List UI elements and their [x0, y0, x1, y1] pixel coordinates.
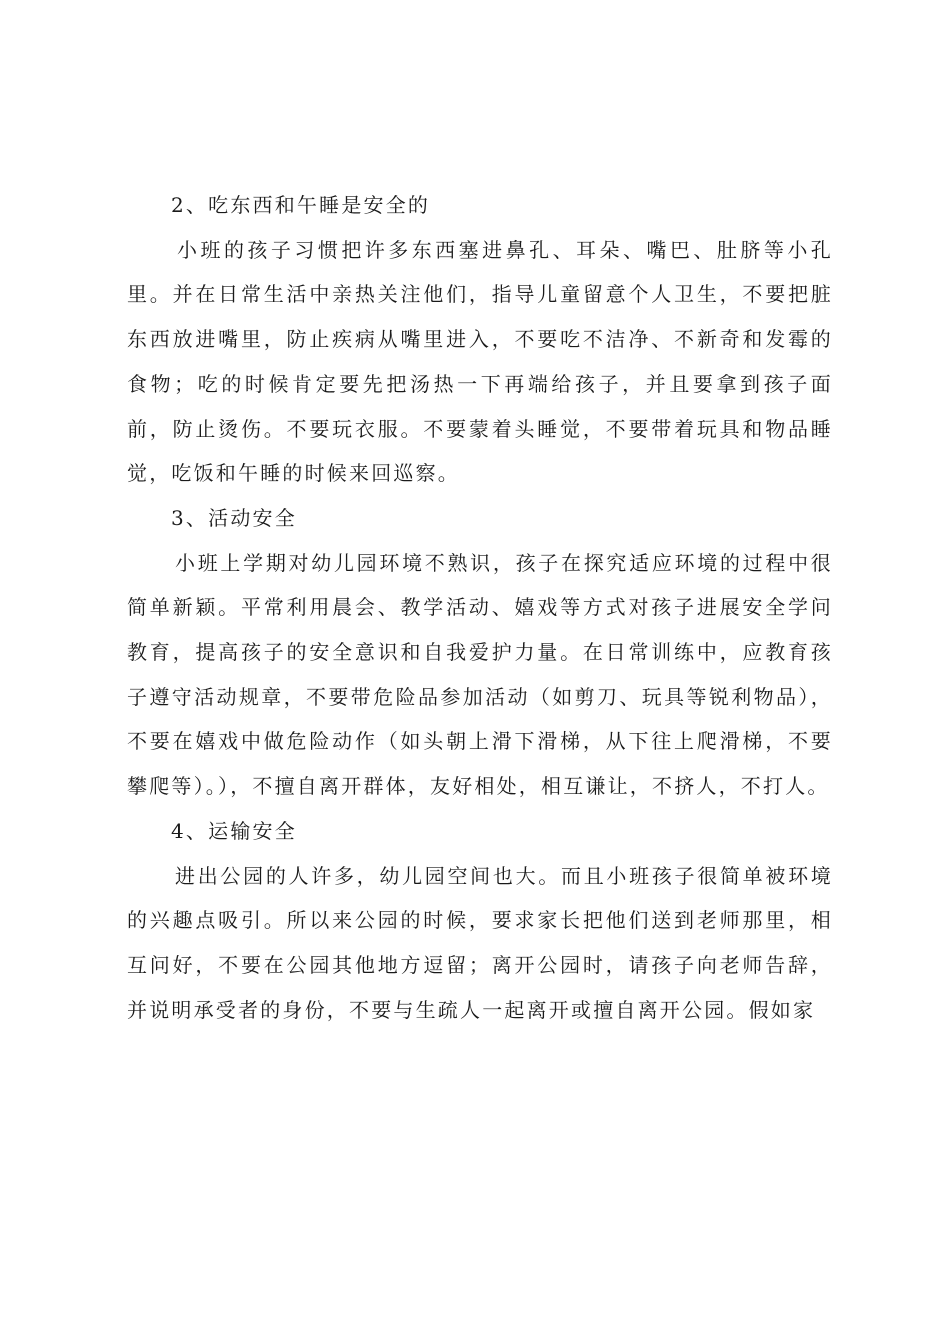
section-heading-2: 2、吃东西和午睡是安全的	[171, 193, 431, 217]
section-body-2: 小班的孩子习惯把许多东西塞进鼻孔、耳朵、嘴巴、肚脐等小孔里。并在日常生活中亲热关注他们，指导儿童留意个人卫生，不要把脏东西放进嘴里，防止疾病从嘴里进入，不要吃不洁净、不新奇和发霉的食物；吃的时候肯定要先把汤热一下再端给孩子，并且要拿到孩子面前，防止烫伤。不要玩衣服。不要蒙着头睡觉，不要带着玩具和物品睡觉，吃饭和午睡的时候来回巡察。	[127, 237, 833, 486]
section-heading-4: 4、运输安全	[171, 818, 297, 843]
section-body-4: 进出公园的人许多，幼儿园空间也大。而且小班孩子很简单被环境的兴趣点吸引。所以来公园的时候，要求家长把他们送到老师那里，相互问好，不要在公园其他地方逗留；离开公园时，请孩子向老师告辞，并说明承受者的身份，不要与生疏人一起离开或擅自离开公园。假如家	[127, 863, 833, 1022]
document-content	[127, 183, 833, 1032]
section-heading-3: 3、活动安全	[171, 505, 297, 530]
section-body-3: 小班上学期对幼儿园环境不熟识，孩子在探究适应环境的过程中很简单新颖。平常利用晨会、教学活动、嬉戏等方式对孩子进展安全学问教育，提高孩子的安全意识和自我爱护力量。在日常训练中，应教育孩子遵守活动规章，不要带危险品参加活动（如剪刀、玩具等锐利物品），不要在嬉戏中做危险动作（如头朝上滑下滑梯，从下往上爬滑梯，不要攀爬等）。），不擅自离开群体，友好相处，相互谦让，不挤人，不打人。	[127, 550, 833, 799]
